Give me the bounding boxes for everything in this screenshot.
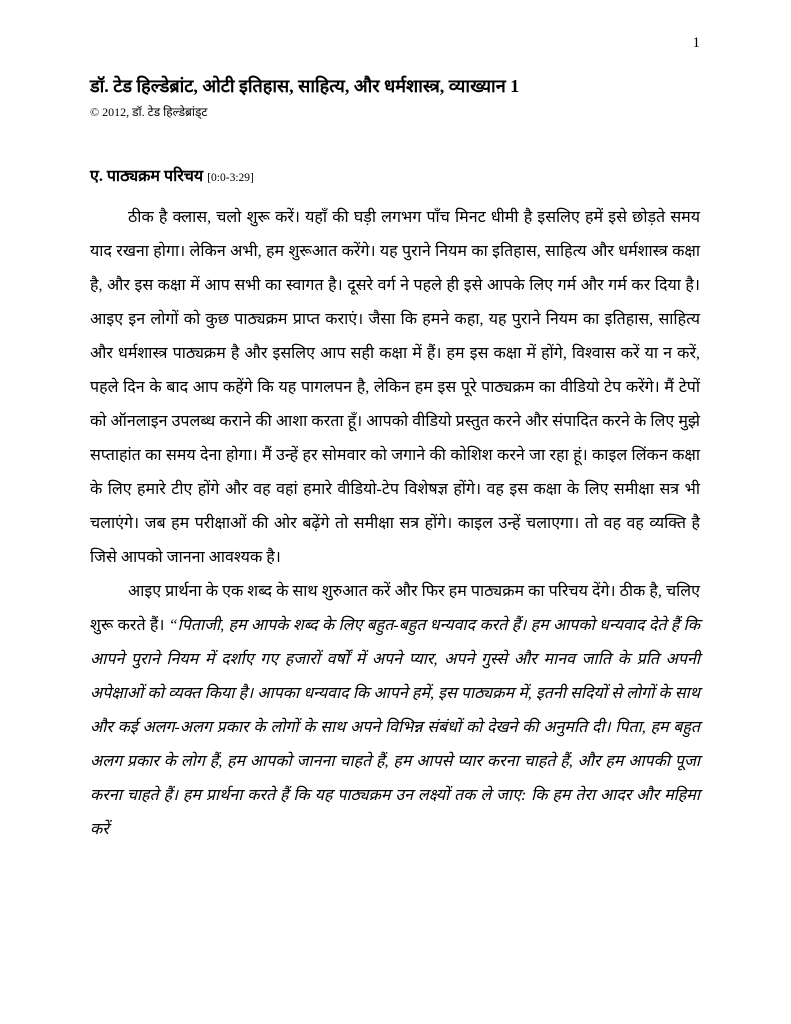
paragraph-intro: ठीक है क्लास, चलो शुरू करें। यहाँ की घड़ी लगभग पाँच मिनट धीमी है इसलिए हमें इसे छोड़ते समय याद रखना होगा। लेकिन अभी, हम शुरूआत करेंगे। यह पुराने नियम का इतिहास, साहित्य और धर्मशास्त्र कक्षा है, और इस कक्षा में आप सभी का स्वागत है। दूसरे वर्ग ने पहले ही इसे आपके लिए गर्म और गर्म कर दिया है। आइए इन लोगों को कुछ पाठ्यक्रम प्राप्त कराएं। जैसा कि हमने कहा, यह पुराने नियम का इतिहास, साहित्य और धर्मशास्त्र पाठ्यक्रम है और इसलिए आप सही कक्षा में हैं। हम इस कक्षा में होंगे, विश्वास करें या न करें, पहले दिन के बाद आप कहेंगे कि यह पागलपन है, लेकिन हम इस पूरे पाठ्यक्रम का वीडियो टेप करेंगे। मैं टेपों को ऑनलाइन उपलब्ध कराने की आशा करता हूँ। आपको वीडियो प्रस्तुत करने और संपादित करने के लिए मुझे सप्ताहांत का समय देना होगा। मैं उन्हें हर सोमवार को जगाने की कोशिश करने जा रहा हूं। काइल लिंकन कक्षा के लिए हमारे टीए होंगे और वह वहां हमारे वीडियो-टेप विशेषज्ञ होंगे। वह इस कक्षा के लिए समीक्षा सत्र भी चलाएंगे। जब हम परीक्षाओं की ओर बढ़ेंगे तो समीक्षा सत्र होंगे। काइल उन्हें चलाएगा। तो वह वह व्यक्ति है जिसे आपको जानना आवश्यक है। bbox=[90, 209, 700, 566]
section-timestamp: [0:0-3:29] bbox=[207, 172, 254, 184]
paragraph-prayer-lead: आइए प्रार्थना के एक शब्द के साथ शुरुआत करें और फिर हम पाठ्यक्रम का परिचय देंगे। ठीक है, चलिए शुरू करते हैं। bbox=[90, 583, 700, 634]
section-heading-text: ए. पाठ्यक्रम परिचय bbox=[90, 168, 204, 185]
paragraph-prayer-italic-text: “पिताजी, हम आपके शब्द के लिए बहुत-बहुत धन्यवाद करते हैं। हम आपको धन्यवाद देते हैं कि आपने पुराने नियम में दर्शाए गए हजारों वर्षों में अपने प्यार, अपने गुस्से और मानव जाति के प्रति अपनी अपेक्षाओं को व्यक्त किया है। आपका धन्यवाद कि आपने हमें, इस पाठ्यक्रम में, इतनी सदियों से लोगों के साथ और कई अलग-अलग प्रकार के लोगों के साथ अपने विभिन्न संबंधों को देखने की अनुमति दी। पिता, हम बहुत अलग प्रकार के लोग हैं, हम आपको जानना चाहते हैं, हम आपसे प्यार करना चाहते हैं, और हम आपकी पूजा करना चाहते हैं। हम प्रार्थना करते हैं कि यह पाठ्यक्रम उन लक्ष्यों तक ले जाए: कि हम तेरा आदर और महिमा करें bbox=[90, 617, 700, 838]
paragraph-prayer bbox=[90, 575, 700, 847]
page-number: 1 bbox=[692, 35, 700, 51]
copyright-line: © 2012, डॉ. टेड हिल्डेब्रांड्ट bbox=[90, 105, 208, 119]
document-title: डॉ. टेड हिल्डेब्रांट, ओटी इतिहास, साहित्य, और धर्मशास्त्र, व्याख्यान 1 bbox=[90, 76, 520, 96]
section-heading bbox=[90, 166, 700, 189]
